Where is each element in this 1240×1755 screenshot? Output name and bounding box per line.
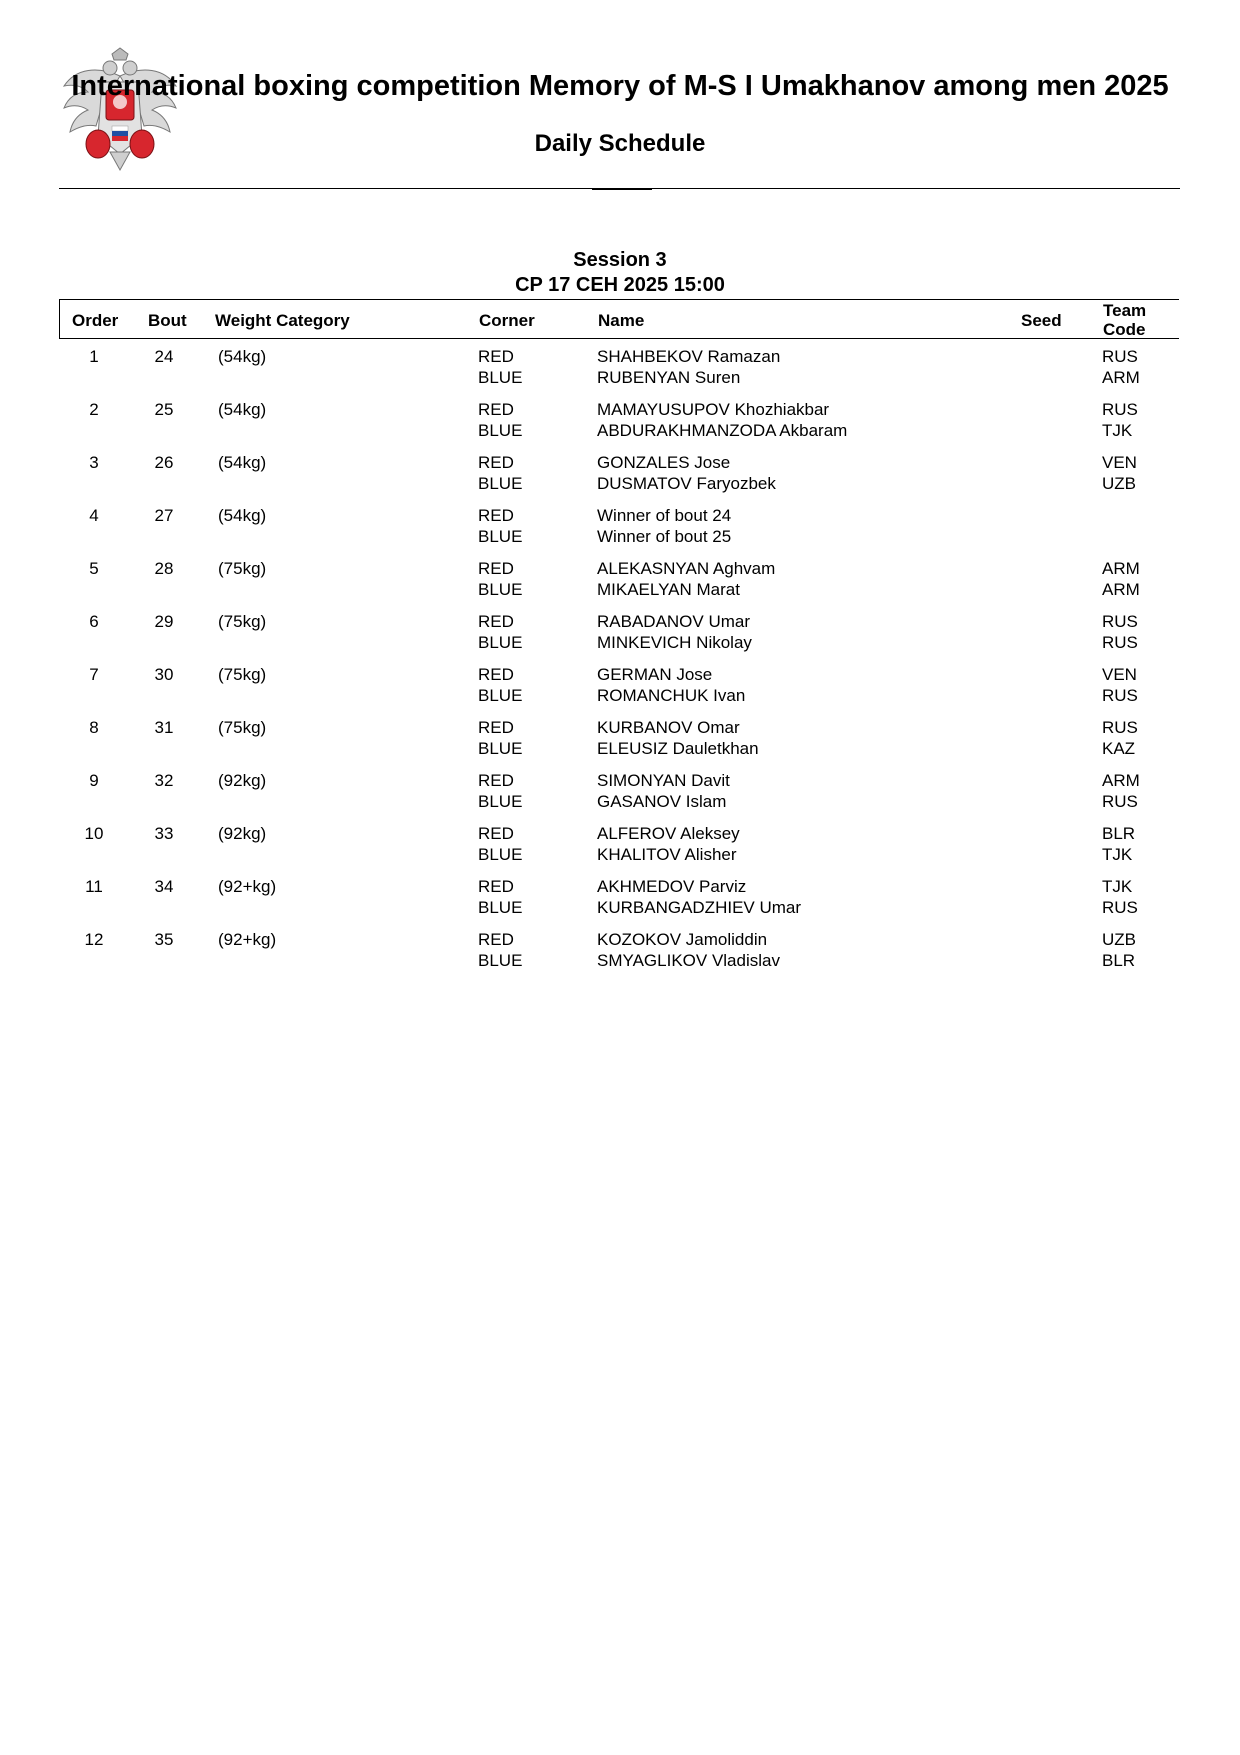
red-fighter-name: KOZOKOV Jamoliddin (597, 930, 768, 949)
table-row (59, 876, 1179, 929)
blue-team-code: RUS (1102, 898, 1138, 917)
red-team-code: TJK (1102, 877, 1133, 896)
blue-corner: BLUE (478, 633, 523, 652)
red-fighter-name: SHAHBEKOV Ramazan (597, 347, 781, 366)
cell-weight: (75kg) (218, 612, 267, 631)
cell-weight: (92+kg) (218, 930, 277, 949)
blue-corner: BLUE (478, 951, 523, 970)
table-row (59, 611, 1179, 664)
cell-order: 11 (85, 877, 103, 896)
red-fighter-name: MAMAYUSUPOV Khozhiakbar (597, 400, 830, 419)
cell-bout: 34 (154, 877, 174, 896)
red-fighter-name: GERMAN Jose (597, 665, 713, 684)
blue-team-code: RUS (1102, 633, 1138, 652)
blue-fighter-name: Winner of bout 25 (597, 527, 732, 546)
schedule-table-body (59, 346, 1179, 982)
cell-bout: 25 (154, 400, 174, 419)
column-header-weight: Weight Category (215, 311, 350, 330)
cell-bout: 32 (154, 771, 174, 790)
red-team-code: BLR (1102, 824, 1136, 843)
cell-weight: (92kg) (218, 771, 267, 790)
cell-bout: 28 (154, 559, 174, 578)
red-corner: RED (478, 665, 514, 684)
cell-order: 3 (89, 453, 99, 472)
table-row (59, 717, 1179, 770)
red-corner: RED (478, 453, 514, 472)
red-fighter-name: Winner of bout 24 (597, 506, 732, 525)
red-team-code: VEN (1102, 665, 1137, 684)
blue-corner: BLUE (478, 792, 523, 811)
red-fighter-name: ALEKASNYAN Aghvam (597, 559, 776, 578)
red-team-code: RUS (1102, 347, 1138, 366)
header-divider-accent (592, 188, 652, 190)
red-fighter-name: ALFEROV Aleksey (597, 824, 740, 843)
red-corner: RED (478, 877, 514, 896)
cell-order: 2 (89, 400, 99, 419)
blue-corner: BLUE (478, 368, 523, 387)
blue-team-code: BLR (1102, 951, 1136, 970)
blue-team-code: ARM (1102, 580, 1140, 599)
blue-corner: BLUE (478, 580, 523, 599)
column-header-order: Order (72, 311, 119, 330)
red-team-code: ARM (1102, 559, 1140, 578)
cell-bout: 33 (154, 824, 174, 843)
column-header-team-line1: Team (1103, 301, 1147, 320)
cell-order: 1 (89, 347, 99, 366)
column-header-name: Name (598, 311, 645, 330)
cell-weight: (92+kg) (218, 877, 277, 896)
blue-corner: BLUE (478, 845, 523, 864)
blue-team-code: RUS (1102, 686, 1138, 705)
competition-title: International boxing competition Memory of M-S I Umakhanov among men 2025 (71, 70, 1169, 102)
cell-weight: (54kg) (218, 347, 267, 366)
cell-bout: 30 (154, 665, 174, 684)
blue-fighter-name: SMYAGLIKOV Vladislav (597, 951, 780, 970)
red-corner: RED (478, 718, 514, 737)
table-row (59, 664, 1179, 717)
blue-corner: BLUE (478, 686, 523, 705)
table-row (59, 346, 1179, 399)
red-team-code: VEN (1102, 453, 1137, 472)
column-header-team-line2: Code (1103, 320, 1146, 339)
column-header-bout: Bout (148, 311, 187, 330)
table-header (59, 299, 1179, 339)
red-corner: RED (478, 506, 514, 525)
cell-weight: (54kg) (218, 400, 267, 419)
blue-fighter-name: MINKEVICH Nikolay (597, 633, 752, 652)
blue-corner: BLUE (478, 739, 523, 758)
red-corner: RED (478, 771, 514, 790)
cell-order: 7 (89, 665, 99, 684)
blue-fighter-name: ROMANCHUK Ivan (597, 686, 746, 705)
table-row (59, 399, 1179, 452)
blue-fighter-name: RUBENYAN Suren (597, 368, 741, 387)
table-row (59, 452, 1179, 505)
cell-bout: 31 (154, 718, 174, 737)
blue-fighter-name: KURBANGADZHIEV Umar (597, 898, 802, 917)
cell-weight: (75kg) (218, 559, 267, 578)
column-header-team-code (1103, 301, 1146, 339)
cell-order: 10 (84, 824, 104, 843)
blue-corner: BLUE (478, 527, 523, 546)
cell-order: 9 (89, 771, 99, 790)
red-fighter-name: AKHMEDOV Parviz (597, 877, 747, 896)
blue-corner: BLUE (478, 898, 523, 917)
table-row (59, 770, 1179, 823)
red-team-code: ARM (1102, 771, 1140, 790)
blue-team-code: ARM (1102, 368, 1140, 387)
table-row (59, 558, 1179, 611)
blue-fighter-name: GASANOV Islam (597, 792, 727, 811)
red-team-code: UZB (1102, 930, 1136, 949)
blue-fighter-name: MIKAELYAN Marat (597, 580, 740, 599)
session-name: Session 3 (573, 249, 667, 271)
blue-team-code: TJK (1102, 421, 1133, 440)
blue-team-code: RUS (1102, 792, 1138, 811)
blue-corner: BLUE (478, 474, 523, 493)
red-fighter-name: GONZALES Jose (597, 453, 731, 472)
table-row (59, 929, 1179, 982)
column-header-seed: Seed (1021, 311, 1062, 330)
cell-weight: (54kg) (218, 506, 267, 525)
blue-fighter-name: ABDURAKHMANZODA Akbaram (597, 421, 848, 440)
table-row (59, 505, 1179, 558)
red-team-code: RUS (1102, 400, 1138, 419)
cell-bout: 35 (154, 930, 174, 949)
cell-weight: (75kg) (218, 718, 267, 737)
cell-weight: (92kg) (218, 824, 267, 843)
red-corner: RED (478, 559, 514, 578)
cell-order: 6 (89, 612, 99, 631)
blue-fighter-name: ELEUSIZ Dauletkhan (597, 739, 759, 758)
red-fighter-name: SIMONYAN Davit (597, 771, 730, 790)
red-fighter-name: KURBANOV Omar (597, 718, 740, 737)
blue-team-code: UZB (1102, 474, 1136, 493)
cell-order: 5 (89, 559, 99, 578)
red-team-code: RUS (1102, 718, 1138, 737)
document-subtitle: Daily Schedule (534, 130, 706, 157)
blue-corner: BLUE (478, 421, 523, 440)
cell-weight: (75kg) (218, 665, 267, 684)
red-corner: RED (478, 612, 514, 631)
red-corner: RED (478, 824, 514, 843)
blue-team-code: KAZ (1102, 739, 1136, 758)
red-team-code: RUS (1102, 612, 1138, 631)
cell-bout: 29 (154, 612, 174, 631)
red-corner: RED (478, 400, 514, 419)
cell-bout: 26 (154, 453, 174, 472)
table-row (59, 823, 1179, 876)
column-header-corner: Corner (479, 311, 535, 330)
blue-team-code: TJK (1102, 845, 1133, 864)
red-fighter-name: RABADANOV Umar (597, 612, 751, 631)
blue-fighter-name: DUSMATOV Faryozbek (597, 474, 776, 493)
red-corner: RED (478, 347, 514, 366)
cell-order: 8 (89, 718, 99, 737)
cell-order: 4 (89, 506, 99, 525)
blue-fighter-name: KHALITOV Alisher (597, 845, 737, 864)
session-datetime: CP 17 CEH 2025 15:00 (515, 274, 725, 296)
cell-bout: 24 (154, 347, 174, 366)
cell-order: 12 (84, 930, 104, 949)
cell-bout: 27 (154, 506, 174, 525)
red-corner: RED (478, 930, 514, 949)
cell-weight: (54kg) (218, 453, 267, 472)
